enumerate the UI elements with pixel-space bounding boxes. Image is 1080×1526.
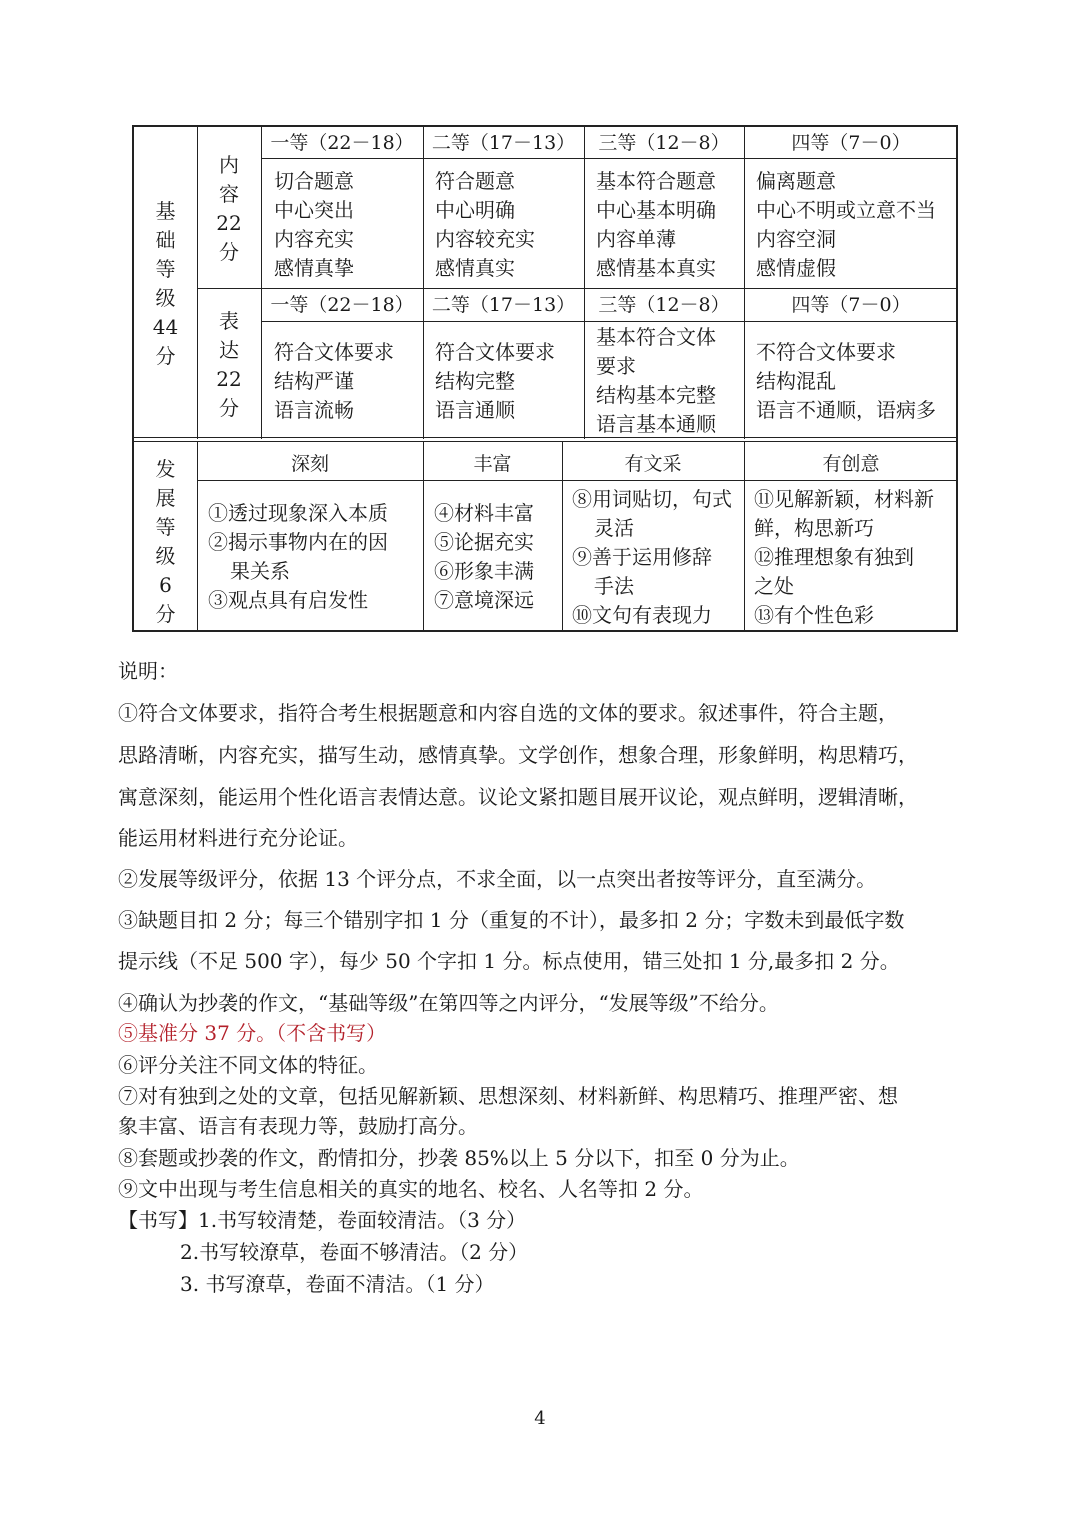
divider	[423, 127, 424, 439]
divider	[134, 441, 958, 442]
note-8: ⑧套题或抄袭的作文，酌情扣分，抄袭 85%以上 5 分以下，扣至 0 分为止。	[118, 1146, 800, 1170]
note-1-line-2: 思路清晰，内容充实，描写生动，感情真挚。文学创作，想象合理，形象鲜明，构思精巧，	[118, 743, 918, 767]
notes-heading: 说明：	[118, 659, 178, 683]
expression-grade-3: 三等（12－8）	[598, 294, 730, 316]
dev-cell-literary: ⑧用词贴切，句式 灵活 ⑨善于运用修辞 手法 ⑩文句有表现力	[572, 487, 732, 627]
note-4: ④确认为抄袭的作文，“基础等级”在第四等之内评分，“发展等级”不给分。	[118, 991, 779, 1015]
dev-cell-creative: ⑪见解新颖，材料新 鲜，构思新巧 ⑫推理想象有独到 之处 ⑬有个性色彩	[754, 487, 934, 627]
development-level-label: 发 展 等 级 6 分	[155, 457, 176, 626]
divider	[584, 127, 585, 439]
divider	[261, 158, 958, 159]
content-grade-2: 二等（17－13）	[431, 132, 576, 154]
note-6: ⑥评分关注不同文体的特征。	[118, 1053, 378, 1077]
writing-item-2: 2.书写较潦草，卷面不够清洁。（2 分）	[180, 1240, 529, 1264]
expression-grade-2: 二等（17－13）	[431, 294, 576, 316]
writing-label: 【书写】	[118, 1208, 198, 1232]
note-5: ⑤基准分 37 分。（不含书写）	[118, 1021, 387, 1045]
content-cell-3: 基本符合题意 中心基本明确 内容单薄 感情基本真实	[596, 169, 716, 280]
dev-cell-rich: ④材料丰富 ⑤论据充实 ⑥形象丰满 ⑦意境深远	[434, 501, 534, 612]
note-1-line-4: 能运用材料进行充分论证。	[118, 826, 358, 850]
expression-grade-4: 四等（7－0）	[791, 294, 911, 316]
divider	[744, 127, 745, 439]
basic-level-label: 基 础 等 级 44 分	[152, 199, 179, 368]
divider	[261, 321, 958, 322]
divider	[134, 437, 958, 438]
rubric-table	[132, 125, 958, 632]
dev-header-literary: 有文采	[624, 453, 682, 475]
writing-item-1: 1.书写较清楚，卷面较清洁。（3 分）	[198, 1208, 527, 1232]
expression-cell-1: 符合文体要求 结构严谨 语言流畅	[274, 340, 394, 422]
expression-cell-3: 基本符合文体 要求 结构基本完整 语言基本通顺	[596, 325, 716, 436]
expression-grade-1: 一等（22－18）	[270, 294, 414, 316]
note-1-line-3: 寓意深刻，能运用个性化语言表情达意。议论文紧扣题目展开议论，观点鲜明，逻辑清晰，	[118, 785, 918, 809]
note-7-line-2: 象丰富、语言有表现力等，鼓励打高分。	[118, 1114, 478, 1138]
content-label: 内 容 22 分	[216, 153, 242, 264]
page-number: 4	[534, 1408, 546, 1429]
content-cell-4: 偏离题意 中心不明或立意不当 内容空洞 感情虚假	[756, 169, 936, 280]
content-grade-4: 四等（7－0）	[791, 132, 911, 154]
dev-header-creative: 有创意	[822, 453, 880, 475]
content-grade-3: 三等（12－8）	[598, 132, 730, 154]
note-9: ⑨文中出现与考生信息相关的真实的地名、校名、人名等扣 2 分。	[118, 1177, 704, 1201]
divider	[197, 288, 958, 289]
content-grade-1: 一等（22－18）	[270, 132, 414, 154]
note-2: ②发展等级评分，依据 13 个评分点，不求全面，以一点突出者按等评分，直至满分。	[118, 867, 877, 891]
divider	[197, 480, 958, 481]
writing-line-1	[118, 1204, 526, 1233]
note-3-line-1: ③缺题目扣 2 分；每三个错别字扣 1 分（重复的不计），最多扣 2 分；字数未到最低字数	[118, 908, 905, 932]
note-3-line-2: 提示线（不足 500 字），每少 50 个字扣 1 分。标点使用，错三处扣 1 分,最多扣 2 分。	[118, 949, 900, 973]
content-cell-1: 切合题意 中心突出 内容充实 感情真挚	[274, 169, 354, 280]
divider	[261, 127, 262, 439]
note-1-line-1: ①符合文体要求，指符合考生根据题意和内容自选的文体的要求。叙述事件，符合主题，	[118, 701, 898, 725]
dev-header-rich: 丰富	[473, 453, 512, 475]
expression-cell-4: 不符合文体要求 结构混乱 语言不通顺，语病多	[756, 340, 936, 422]
note-7-line-1: ⑦对有独到之处的文章，包括见解新颖、思想深刻、材料新鲜、构思精巧、推理严密、想	[118, 1084, 898, 1108]
expression-label: 表 达 22 分	[216, 309, 242, 420]
writing-item-3: 3. 书写潦草，卷面不清洁。（1 分）	[180, 1272, 495, 1296]
dev-header-profound: 深刻	[290, 453, 329, 475]
expression-cell-2: 符合文体要求 结构完整 语言通顺	[435, 340, 555, 422]
content-cell-2: 符合题意 中心明确 内容较充实 感情真实	[435, 169, 535, 280]
dev-cell-profound: ①透过现象深入本质 ②揭示事物内在的因 果关系 ③观点具有启发性	[208, 501, 388, 612]
divider	[562, 480, 563, 632]
